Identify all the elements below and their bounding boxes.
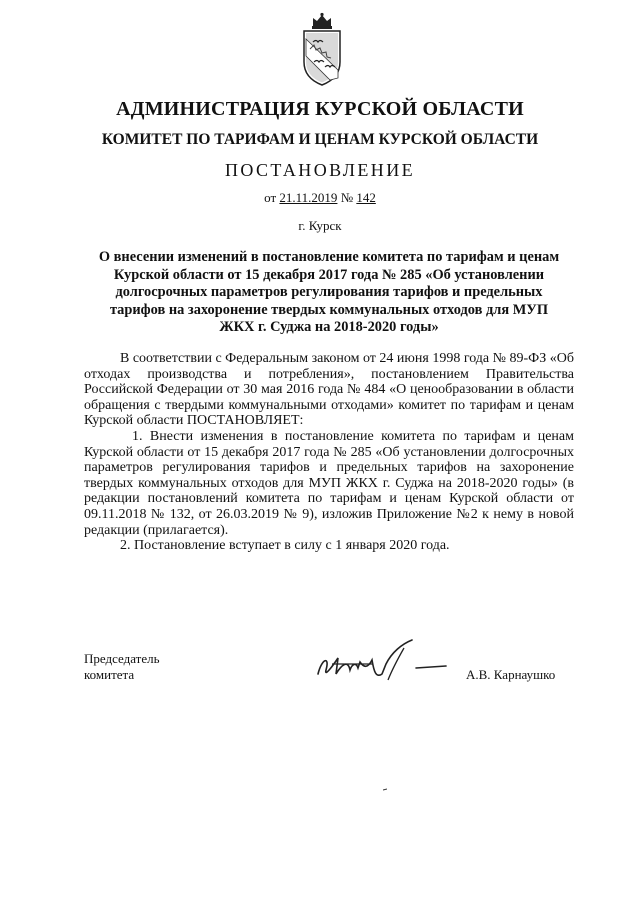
city: г. Курск <box>298 218 342 233</box>
document-body <box>84 351 574 554</box>
document-number: 142 <box>356 190 376 205</box>
document-date: 21.11.2019 <box>279 190 338 205</box>
item-2-paragraph: 2. Постановление вступает в силу с 1 января 2020 года. <box>120 538 450 554</box>
signatory-name: А.В. Карнаушко <box>466 667 556 682</box>
date-prefix: от <box>264 190 277 205</box>
committee-heading: КОМИТЕТ ПО ТАРИФАМ И ЦЕНАМ КУРСКОЙ ОБЛАСТИ <box>101 131 539 148</box>
date-line <box>0 190 640 206</box>
document-title: О внесении изменений в постановление комитета по тарифам и ценам Курской области от 15 декабря 2017 года № 285 «Об установлении долгосрочных параметров регулирования тарифов и предельных тарифов на захоронение твердых коммунальных отходов для МУП ЖКХ г. Суджа на 2018-2020 годы» <box>98 249 560 335</box>
document-type: ПОСТАНОВЛЕНИЕ <box>224 160 416 180</box>
preamble-paragraph: В соответствии с Федеральным законом от 24 июня 1998 года № 89-ФЗ «Об отходах производства и потребления», постановлением Правительства Российской Федерации от 30 мая 2016 года № 484 «О ценообразовании в области обращения с твердыми коммунальными отходами» комитет по тарифам и ценам Курской области ПОСТАНОВЛЯЕТ: <box>84 351 574 429</box>
number-sign: № <box>340 190 354 205</box>
coat-of-arms-icon <box>300 12 344 88</box>
signatory-role <box>84 651 160 683</box>
stray-mark <box>383 788 387 791</box>
signatory-role-line-2: комитета <box>84 667 135 682</box>
signatory-role-line-1: Председатель <box>84 651 160 666</box>
handwritten-signature <box>312 634 452 690</box>
item-1-paragraph: 1. Внести изменения в постановление комитета по тарифам и ценам Курской области от 15 декабря 2017 года № 285 «Об установлении долгосрочных параметров регулирования тарифов и предельных тарифов на захоронение твердых коммунальных отходов для МУП ЖКХ г. Суджа на 2018-2020 годы» (в редакции постановлений комитета по тарифам и ценам Курской области от 09.11.2018 № 132, от 26.03.2019 № 9), изложив Приложение №2 к нему в новой редакции (прилагается). <box>84 428 574 538</box>
administration-heading: АДМИНИСТРАЦИЯ КУРСКОЙ ОБЛАСТИ <box>116 98 524 120</box>
